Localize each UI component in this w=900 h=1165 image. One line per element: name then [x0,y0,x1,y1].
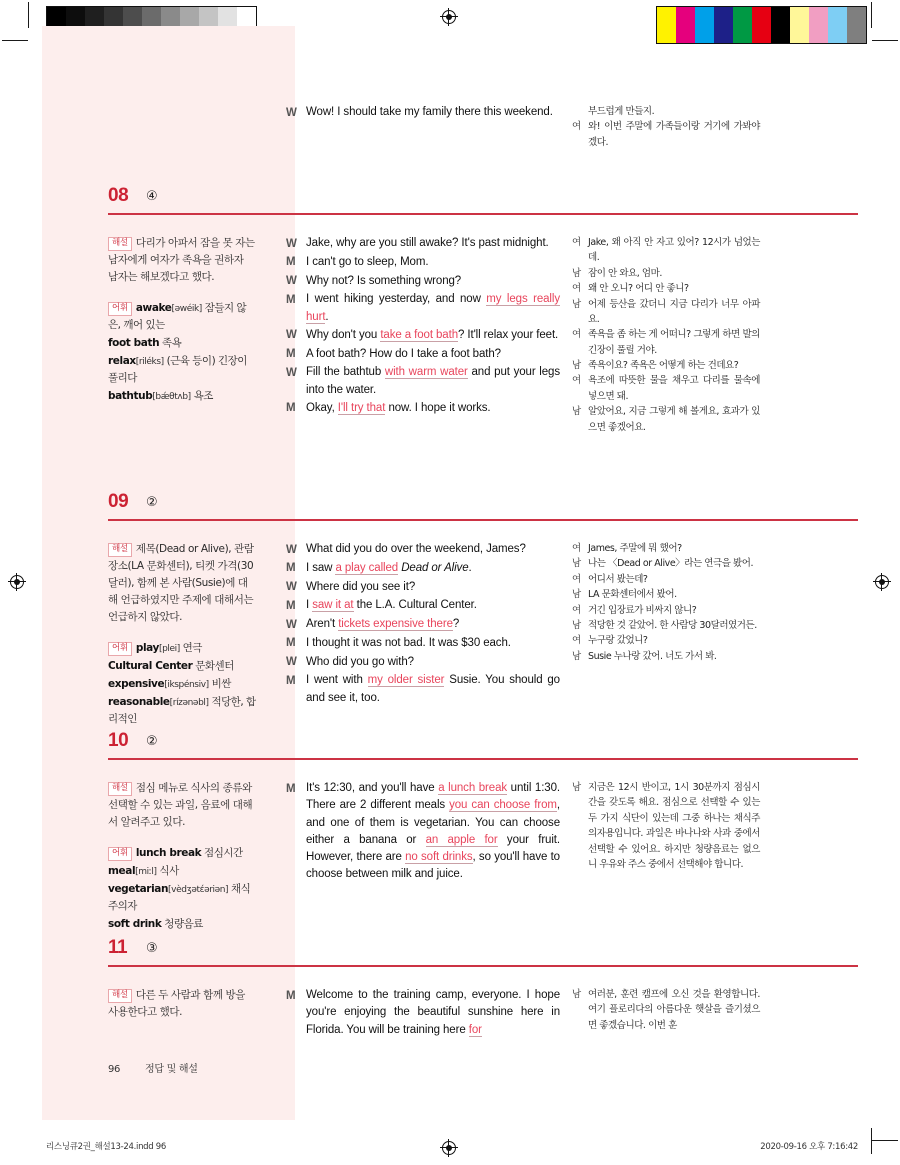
explanation-text: 제목(Dead or Alive), 관람 장소(LA 문화센터), 티켓 가격(30달러), 함께 본 사람(Susie)에 대해 언급하였지만 주제에 대해서는 언급하지 않았다. [108,543,254,623]
color-swatch [790,7,809,43]
vocabulary-pronunciation: [plei] [158,644,180,654]
vocabulary-pronunciation: [riléks] [135,357,164,367]
script-speaker: M [286,562,296,575]
script-speaker: W [286,106,297,119]
translation-speaker: 여 [572,237,582,248]
translation-text: 족욕을 좀 하는 게 어떠니? 그렇게 하면 발의 긴장이 풀릴 거야. [588,329,760,356]
translation-speaker: 남 [572,589,582,601]
color-swatch [733,7,752,43]
translation-text: 와! 이번 주말에 가족들이랑 거기에 가봐야겠다. [588,121,760,148]
translation-line [572,603,760,618]
script-speaker: M [286,989,296,1002]
script-utterance [306,104,560,122]
translation-text: 여러분, 훈련 캠프에 오신 것을 환영합니다. 여기 플로리다의 아름다운 햇살을 즐기셨으면 좋겠습니다. 이번 훈 [588,989,760,1031]
vocabulary-word: soft drink [108,918,162,930]
highlighted-phrase: no soft drinks [405,851,473,863]
question-divider [108,519,858,521]
translation-text: 지금은 12시 반이고, 1시 30분까지 점심시간을 갖도록 해요. 점심으로 선택할 수 있는 두 가지 식단이 있는데 그중 하나는 채식주의자용입니다. 과일은 바나나와 사과 중에서 선택할 수 있어요. 하지만 청량음료는 없으니 우유와 주스 중에서 선택해야 합니다. [588,782,760,870]
script-text: ? It'll relax your feet. [458,328,559,341]
color-swatch [752,7,771,43]
crop-mark-top-right-v [871,2,872,28]
explanation-paragraph [108,541,256,626]
script-text: I went hiking yesterday, and now [306,293,487,306]
script-utterance [306,291,560,326]
vocabulary-pronunciation: [əwéik] [171,304,202,314]
translation-text: 부드럽게 만들지. [588,106,655,117]
vocabulary-entry [108,676,256,693]
translation-speaker: 여 [572,573,582,585]
explanation-text: 다리가 아파서 잠을 못 자는 남자에게 여자가 족욕을 권하자 남자는 해보겠다고 했다. [108,237,255,283]
translation-line [572,358,760,373]
script-line [286,254,560,272]
vocabulary-meaning: 청량음료 [161,918,203,930]
translation-line [572,266,760,281]
translation-speaker: 남 [572,619,582,631]
vocabulary-word: lunch break [135,847,202,859]
document-timestamp: 2020-09-16 오후 7:16:42 [760,1142,858,1152]
script-text: What did you do over the weekend, James? [306,543,526,555]
crop-mark-top-right-h [872,40,898,41]
script-text: your fruit. However, there are [306,833,560,863]
question-body [42,971,858,1040]
translation-speaker: 여 [572,121,582,133]
carryover-script [270,104,560,150]
vocabulary-entry [108,335,256,352]
script-column [270,987,560,1040]
translation-speaker: 남 [572,782,582,793]
highlighted-phrase: for [468,1023,482,1036]
script-speaker: M [286,637,296,650]
script-line [286,654,560,672]
translation-column [560,987,760,1040]
script-utterance [306,597,560,615]
highlighted-phrase: a play called [335,561,399,574]
script-speaker: W [286,366,297,379]
script-line [286,541,560,559]
question-block-09 [42,491,858,729]
explanation-text: 다른 두 사람과 함께 방을 사용한다고 했다. [108,989,246,1018]
vocabulary-entry [108,694,256,728]
script-line [286,987,560,1039]
translation-line [572,327,760,358]
color-swatch [695,7,714,43]
highlighted-phrase: saw it at [312,599,354,612]
question-block-10 [42,730,858,934]
script-text: ? [452,618,460,630]
explanation-paragraph [108,987,256,1021]
carryover-translation [560,104,760,150]
script-text: Aren't [306,618,339,630]
translation-line [572,618,760,633]
answer-choice: ② [146,494,158,509]
question-header [42,730,858,764]
script-speaker: M [286,348,296,360]
explanation-column [42,780,270,934]
color-swatch [809,7,828,43]
translation-speaker: 남 [572,406,582,418]
script-text: Why don't you [306,328,381,341]
script-speaker: W [286,329,297,342]
translation-speaker: 여 [572,329,582,341]
question-number: 09 [108,491,129,512]
vocabulary-word: play [135,642,159,654]
script-utterance [306,616,560,634]
script-text: Jake, why are you still awake? It's past midnight. [306,237,549,249]
vocabulary-pronunciation: [bǽθtʌb] [152,392,191,402]
carryover-block [42,104,858,150]
highlighted-phrase: you can choose from [449,799,557,812]
highlighted-phrase: my older sister [367,674,445,687]
script-speaker: M [286,402,296,415]
script-text: Okay, [306,401,338,414]
script-utterance [306,400,560,418]
question-divider [108,965,858,967]
script-speaker: W [286,581,297,593]
script-text: , so you'll have to choose between milk and juice. [306,851,560,881]
vocabulary-meaning: 잠들지 않은, 깨어 있는 [108,302,247,331]
script-column [270,235,560,435]
translation-text: James, 주말에 뭐 했어? [588,543,682,554]
page-number: 96 [108,1064,121,1075]
script-text: A foot bath? How do I take a foot bath? [306,347,501,360]
translation-line [572,587,760,602]
vocabulary-list [108,300,256,405]
script-text: until 1:30. There are 2 different meals [306,782,560,812]
script-text: Wow! I should take my family there this weekend. [306,106,553,118]
translation-speaker: 여 [572,375,582,387]
script-text: Susie. You should go and see it, too. [306,674,560,704]
highlighted-phrase: my legs really hurt [306,293,560,323]
script-line [286,672,560,707]
script-speaker: W [286,237,297,250]
script-line [286,291,560,326]
vocabulary-meaning: 족욕 [159,337,182,349]
vocabulary-entry [108,353,256,387]
explanation-column [42,987,270,1040]
vocabulary-meaning: 적당한, 합리적인 [108,696,256,725]
script-text: , and one of them is vegetarian. You can choose either a banana or [306,799,560,846]
question-block-11 [42,937,858,1040]
explanation-tag: 해설 [108,543,132,557]
translation-speaker: 남 [572,298,582,310]
explanation-tag: 해설 [108,237,132,251]
script-utterance [306,327,560,345]
vocabulary-entry [108,658,256,675]
explanation-paragraph [108,235,256,286]
script-text: Fill the bathtub [306,366,385,379]
vocabulary-tag: 어휘 [108,847,132,861]
translation-line [572,119,760,150]
script-utterance [306,780,560,884]
script-utterance [306,273,560,291]
script-text: I thought it was not bad. It was $30 each. [306,636,511,649]
script-column [270,780,560,934]
vocabulary-pronunciation: [vèdʒətɛ́əriən] [168,885,229,895]
script-text: . [468,561,472,574]
translation-line [572,649,760,664]
highlighted-phrase: tickets expensive there [338,618,453,630]
script-utterance [306,579,560,597]
vocabulary-entry [108,300,256,334]
vocabulary-entry [108,916,256,933]
color-swatch [657,7,676,43]
translation-text: Jake, 왜 아직 안 자고 있어? 12시가 넘었는데. [588,237,760,264]
carryover-left-spacer [42,104,270,150]
translation-text: 누구랑 갔었니? [588,635,648,647]
color-swatch [847,7,866,43]
translation-text: 왜 안 오니? 어디 안 좋니? [588,283,689,295]
answer-choice: ④ [146,188,158,203]
question-body [42,219,858,435]
script-utterance [306,541,560,559]
vocabulary-tag: 어휘 [108,302,132,316]
vocabulary-word: Cultural Center [108,660,193,672]
vocabulary-pronunciation: [rízənəbl] [169,698,209,708]
translation-speaker: 여 [572,604,582,616]
question-header [42,937,858,971]
script-utterance [306,560,560,578]
script-utterance [306,364,560,399]
color-swatch [714,7,733,43]
script-text: I can't go to sleep, Mom. [306,255,429,268]
translation-speaker: 여 [572,543,582,554]
vocabulary-meaning: (근육 등이) 긴장이 풀리다 [108,355,247,384]
question-divider [108,758,858,760]
script-line [286,635,560,653]
script-utterance [306,987,560,1039]
translation-speaker: 여 [572,635,582,647]
translation-text: LA 문화센터에서 봤어. [588,589,677,601]
script-speaker: M [286,293,296,306]
registration-mark-left [9,574,25,590]
vocabulary-pronunciation: [ikspénsiv] [164,680,209,690]
script-text: Where did you see it? [306,580,416,593]
vocabulary-entry [108,863,256,880]
vocabulary-word: vegetarian [108,883,169,895]
question-number: 10 [108,730,129,751]
registration-mark-right [874,574,890,590]
script-text: now. I hope it works. [385,401,491,414]
script-utterance [306,654,560,672]
translation-text: 알았어요, 지금 그렇게 해 볼게요, 효과가 있으면 좋겠어요. [588,406,760,433]
script-text: Why not? Is something wrong? [306,274,462,287]
color-swatch [771,7,790,43]
translation-speaker: 남 [572,558,582,570]
vocabulary-meaning: 문화센터 [192,660,234,672]
translation-text: 어디서 봤는데? [588,573,648,585]
translation-line [572,541,760,556]
script-line [286,235,560,253]
vocabulary-tag: 어휘 [108,642,132,656]
script-text: Dead or Alive [401,561,469,574]
vocabulary-meaning: 점심시간 [201,847,243,859]
page-section-label: 정답 및 해설 [145,1064,198,1075]
vocabulary-meaning: 연극 [179,642,202,654]
vocabulary-word: awake [135,302,172,314]
script-text: . [325,310,329,323]
color-swatch [676,7,695,43]
script-speaker: M [286,674,296,687]
translation-speaker: 남 [572,650,582,662]
translation-text: 어제 등산을 갔더니 지금 다리가 너무 아파요. [588,298,760,325]
script-text: I saw [306,561,336,574]
question-header [42,491,858,525]
crop-mark-top-left-h [2,40,28,41]
question-block-08 [42,185,858,435]
explanation-paragraph [108,780,256,831]
question-divider [108,213,858,215]
vocabulary-list [108,640,256,728]
vocabulary-word: meal [108,865,136,877]
script-text: I went with [306,674,368,687]
registration-mark-bottom [441,1140,457,1156]
color-calibration-bar [656,6,867,44]
translation-text: 적당한 것 같았어. 한 사람당 30달러였거든. [588,619,757,631]
translation-text: 잠이 안 와요, 엄마. [588,267,662,279]
document-filename: 리스닝큐2권_해설13-24.indd 96 [46,1142,166,1152]
script-line [286,364,560,399]
translation-line [572,235,760,266]
translation-line [572,572,760,587]
script-utterance [306,346,560,364]
script-speaker: M [286,256,296,269]
question-body [42,764,858,934]
vocabulary-word: relax [108,355,136,367]
script-line [286,780,560,884]
highlighted-phrase: an apple for [425,833,498,846]
translation-text: Susie 누나랑 갔어. 너도 가서 봐. [588,650,717,662]
script-line [286,597,560,615]
highlighted-phrase: a lunch break [438,782,508,794]
translation-speaker: 남 [572,360,582,371]
color-swatch [828,7,847,43]
explanation-tag: 해설 [108,782,132,796]
vocabulary-word: expensive [108,678,165,690]
explanation-tag: 해설 [108,989,132,1003]
vocabulary-word: bathtub [108,390,153,402]
script-utterance [306,635,560,653]
vocabulary-entry [108,845,256,862]
question-number: 11 [108,937,128,958]
script-line [286,560,560,578]
translation-line [572,404,760,435]
script-text: It's 12:30, and you'll have [306,782,439,794]
script-line [286,104,560,122]
script-text: the L.A. Cultural Center. [353,599,477,612]
translation-line [572,373,760,404]
translation-line [572,297,760,328]
translation-line [572,281,760,296]
vocabulary-entry [108,881,256,915]
script-speaker: W [286,618,297,631]
translation-speaker: 남 [572,989,582,1000]
translation-column [560,541,760,729]
script-line [286,273,560,291]
page-footer [108,1060,198,1075]
explanation-column [42,541,270,729]
translation-speaker: 여 [572,283,582,295]
translation-column [560,235,760,435]
translation-speaker: 남 [572,267,582,279]
vocabulary-word: foot bath [108,337,160,349]
vocabulary-word: reasonable [108,696,170,708]
vocabulary-meaning: 채식주의자 [108,883,251,912]
translation-line [572,104,760,119]
script-column [270,541,560,729]
crop-mark-bottom-right-h [872,1140,898,1141]
vocabulary-meaning: 식사 [156,865,179,877]
script-line [286,400,560,418]
script-text: Welcome to the training camp, everyone. I hope you're enjoying the beautiful sunshine here in Florida. You will be training here [306,989,560,1036]
vocabulary-pronunciation: [miːl] [135,867,157,877]
question-body [42,525,858,729]
script-text: Who did you go with? [306,655,414,668]
translation-line [572,556,760,571]
script-speaker: W [286,275,297,287]
answer-choice: ③ [146,940,158,955]
translation-text: 나는 〈Dead or Alive〉라는 연극을 봤어. [588,558,754,570]
explanation-text: 점심 메뉴로 식사의 종류와 선택할 수 있는 과일, 음료에 대해서 알려주고 있다. [108,782,253,828]
script-line [286,327,560,345]
script-utterance [306,235,560,253]
translation-line [572,633,760,648]
script-text: I [306,599,313,612]
translation-text: 거긴 입장료가 비싸지 않니? [588,604,697,616]
answer-choice: ② [146,733,158,748]
script-speaker: W [286,543,297,556]
translation-line [572,987,760,1033]
translation-speaker [572,104,588,119]
script-line [286,616,560,634]
script-speaker: M [286,782,296,795]
script-utterance [306,254,560,272]
script-speaker: M [286,599,296,612]
vocabulary-list [108,845,256,933]
highlighted-phrase: with warm water [384,366,468,379]
script-line [286,346,560,364]
crop-mark-bottom-right-v [871,1128,872,1154]
script-line [286,579,560,597]
question-header [42,185,858,219]
script-text: and put your legs into the water. [306,366,560,396]
registration-mark-top [441,9,457,25]
question-number: 08 [108,185,129,206]
translation-line [572,780,760,872]
translation-text: 족욕이요? 족욕은 어떻게 하는 건데요? [588,360,739,371]
explanation-column [42,235,270,435]
translation-text: 욕조에 따뜻한 물을 채우고 다리를 물속에 넣으면 돼. [588,375,760,402]
crop-mark-top-left-v [28,2,29,28]
vocabulary-entry [108,640,256,657]
translation-column [560,780,760,934]
script-speaker: W [286,656,297,668]
vocabulary-entry [108,388,256,405]
highlighted-phrase: take a foot bath [380,328,458,341]
vocabulary-meaning: 욕조 [190,390,213,402]
vocabulary-meaning: 비싼 [208,678,231,690]
script-utterance [306,672,560,707]
highlighted-phrase: I'll try that [337,401,386,414]
